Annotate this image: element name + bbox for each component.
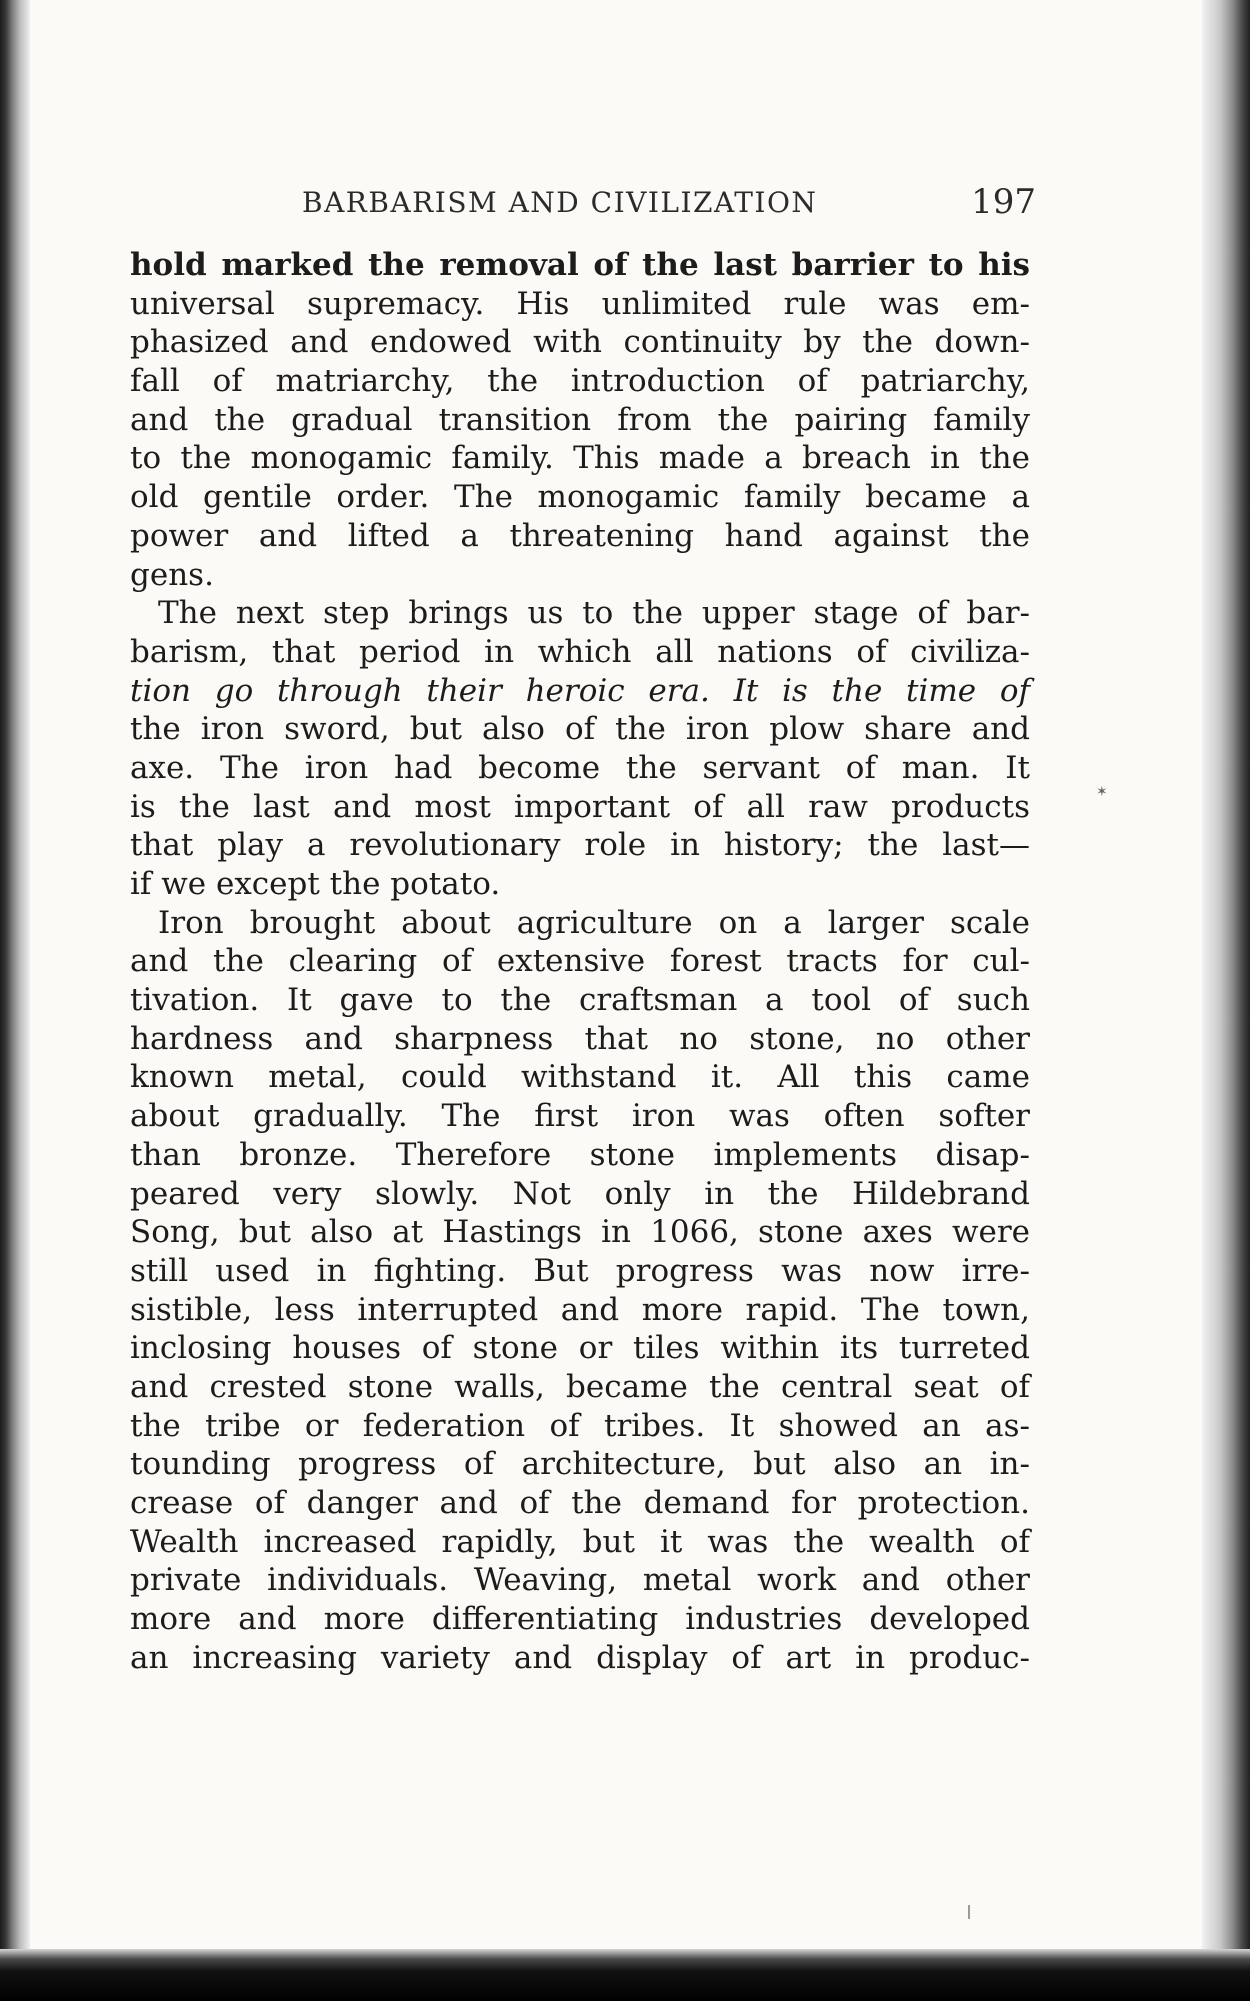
text-line: is the last and most important of all raw products [130,788,1030,825]
text-line: hold marked the removal of the last barrier to his [130,247,1030,283]
text-line: to the monogamic family. This made a breach in the [130,440,1030,477]
right-page-edge-shadow [1202,0,1250,2001]
paragraph-1 [130,246,1030,594]
text-line: power and lifted a threatening hand against the [130,517,1030,554]
text-line: tounding progress of architecture, but also an in- [130,1446,1030,1483]
text-line: universal supremacy. His unlimited rule was em- [130,285,1030,322]
text-line: phasized and endowed with continuity by the down- [130,324,1030,361]
text-line: axe. The iron had become the servant of man. It [130,749,1030,786]
text-line: the tribe or federation of tribes. It showed an as- [130,1407,1030,1444]
text-line: still used in fighting. But progress was now irre- [130,1252,1030,1289]
marginal-mark: ✶ [1096,785,1108,800]
text-line: if we except the potato. [130,866,501,902]
text-line: than bronze. Therefore stone implements disap- [130,1136,1030,1173]
text-line: Iron brought about agriculture on a larger scale [158,904,1030,941]
page-content [130,168,1036,1676]
page-number: 197 [971,182,1036,222]
text-line: and the clearing of extensive forest tracts for cul- [130,943,1030,980]
running-header [130,168,1036,238]
text-line: and the gradual transition from the pairing family [130,401,1030,438]
text-line: private individuals. Weaving, metal work and other [130,1562,1030,1599]
text-line: inclosing houses of stone or tiles within its turreted [130,1330,1030,1367]
text-line: peared very slowly. Not only in the Hildebrand [130,1175,1030,1212]
body-text [130,246,1030,1677]
bottom-margin-mark [968,1905,970,1919]
running-title: BARBARISM AND CIVILIZATION [302,186,818,219]
text-line: The next step brings us to the upper stage of bar- [158,595,1030,632]
text-line: Wealth increased rapidly, but it was the wealth of [130,1523,1030,1560]
text-line: more and more differentiating industries developed [130,1601,1030,1638]
bottom-scan-border [0,1949,1250,2001]
text-line: fall of matriarchy, the introduction of patriarchy, [130,363,1030,400]
paragraph-2 [130,594,1030,904]
text-line: an increasing variety and display of art in produc- [130,1639,1030,1676]
text-line: the iron sword, but also of the iron plow share and [130,711,1030,748]
text-line: sistible, less interrupted and more rapid. The town, [130,1291,1030,1328]
text-line: hardness and sharpness that no stone, no other [130,1020,1030,1057]
left-binding-shadow [0,0,30,2001]
text-line: old gentile order. The monogamic family became a [130,479,1030,516]
text-line: about gradually. The first iron was often softer [130,1098,1030,1135]
text-line: barism, that period in which all nations of civiliza- [130,633,1030,670]
text-line: known metal, could withstand it. All this came [130,1059,1030,1096]
text-line: and crested stone walls, became the central seat of [130,1368,1030,1405]
text-line: tivation. It gave to the craftsman a tool of such [130,982,1030,1019]
text-line: Song, but also at Hastings in 1066, stone axes were [130,1214,1030,1251]
text-line: tion go through their heroic era. It is the time of [130,672,1030,709]
paragraph-3 [130,904,1030,1678]
text-line: gens. [130,556,214,593]
text-line: that play a revolutionary role in history; the last— [130,827,1030,864]
text-line: crease of danger and of the demand for protection. [130,1485,1030,1521]
